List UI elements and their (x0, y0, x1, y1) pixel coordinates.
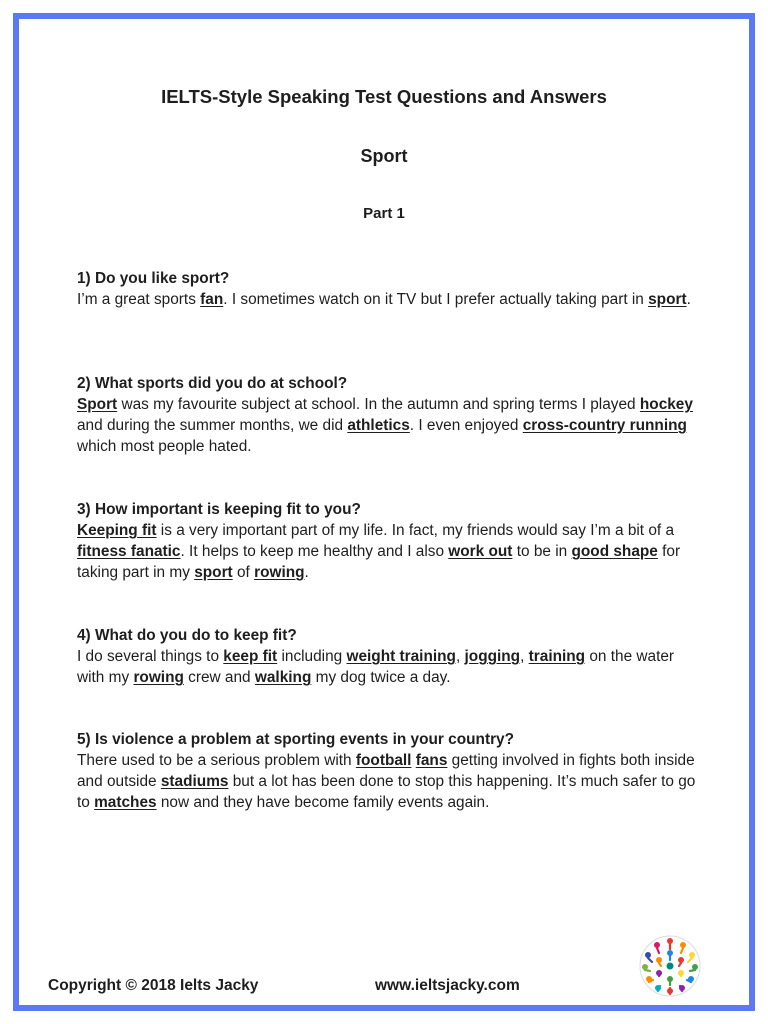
vocabulary-term: jogging (464, 648, 521, 665)
vocabulary-term: Keeping fit (77, 522, 157, 539)
answer-segment: for taking part in my (77, 543, 681, 581)
vocabulary-term: rowing (133, 669, 184, 686)
answer-segment: , (455, 648, 465, 665)
answer-segment: . (304, 564, 309, 581)
answer-text (77, 520, 697, 583)
website-url: www.ieltsjacky.com (375, 977, 520, 994)
answer-segment: now and they have become family events again. (156, 794, 490, 811)
answer-segment: . I even enjoyed (409, 417, 523, 434)
question-block-4 (77, 625, 697, 688)
answer-text (77, 750, 697, 813)
answer-segment: to be in (512, 543, 572, 560)
vocabulary-term: stadiums (160, 773, 229, 790)
vocabulary-term: fans (415, 752, 448, 769)
vocabulary-term: cross-country running (522, 417, 687, 434)
answer-segment: is a very important part of my life. In fact, my friends would say I’m a bit of a (156, 522, 675, 539)
vocabulary-term: training (528, 648, 586, 665)
vocabulary-term: sport (194, 564, 233, 581)
answer-segment: on the water with my (77, 648, 675, 686)
question-block-1 (77, 268, 697, 310)
answer-segment: of (232, 564, 255, 581)
answer-text (77, 394, 697, 457)
vocabulary-term: work out (448, 543, 513, 560)
vocabulary-term: sport (648, 291, 687, 308)
answer-segment: including (277, 648, 347, 665)
answer-segment: I’m a great sports (77, 291, 201, 308)
answer-text (77, 289, 697, 310)
answer-segment: my dog twice a day. (311, 669, 451, 686)
answer-segment: There used to be a serious problem with (77, 752, 356, 769)
page-frame (13, 13, 755, 1011)
answer-segment: . (686, 291, 691, 308)
answer-segment: . I sometimes watch on it TV but I prefer actually taking part in (223, 291, 649, 308)
question-block-5 (77, 729, 697, 813)
vocabulary-term: matches (94, 794, 157, 811)
vocabulary-term: rowing (254, 564, 305, 581)
vocabulary-term: fan (200, 291, 224, 308)
globe-people-logo-icon (639, 935, 701, 997)
vocabulary-term: Sport (77, 396, 118, 413)
question-text: 1) Do you like sport? (77, 270, 230, 287)
question-block-3 (77, 499, 697, 583)
question-block-2 (77, 373, 697, 457)
vocabulary-term: good shape (571, 543, 658, 560)
question-text: 5) Is violence a problem at sporting events in your country? (77, 731, 515, 748)
document-title: IELTS-Style Speaking Test Questions and Answers (161, 86, 607, 107)
answer-segment: I do several things to (77, 648, 224, 665)
vocabulary-term: weight training (346, 648, 456, 665)
answer-segment: which most people hated. (77, 438, 252, 455)
answer-segment: and during the summer months, we did (77, 417, 348, 434)
vocabulary-term: keep fit (223, 648, 278, 665)
answer-segment: getting involved in fights both inside and outside (77, 752, 695, 790)
copyright-notice: Copyright © 2018 Ielts Jacky (48, 977, 259, 994)
document-part: Part 1 (363, 205, 405, 222)
vocabulary-term: athletics (347, 417, 410, 434)
document-subject: Sport (360, 146, 408, 166)
question-text: 2) What sports did you do at school? (77, 375, 348, 392)
question-text: 4) What do you do to keep fit? (77, 627, 297, 644)
question-text: 3) How important is keeping fit to you? (77, 501, 361, 518)
answer-segment: but a lot has been done to stop this happening. It’s much safer to go to (77, 773, 696, 811)
answer-segment: . It helps to keep me healthy and I also (180, 543, 449, 560)
vocabulary-term: fitness fanatic (77, 543, 181, 560)
vocabulary-term: hockey (639, 396, 693, 413)
answer-segment: crew and (183, 669, 255, 686)
answer-segment: , (520, 648, 529, 665)
vocabulary-term: walking (254, 669, 312, 686)
vocabulary-term: football (355, 752, 412, 769)
answer-segment: was my favourite subject at school. In the autumn and spring terms I played (117, 396, 640, 413)
answer-text (77, 646, 697, 688)
